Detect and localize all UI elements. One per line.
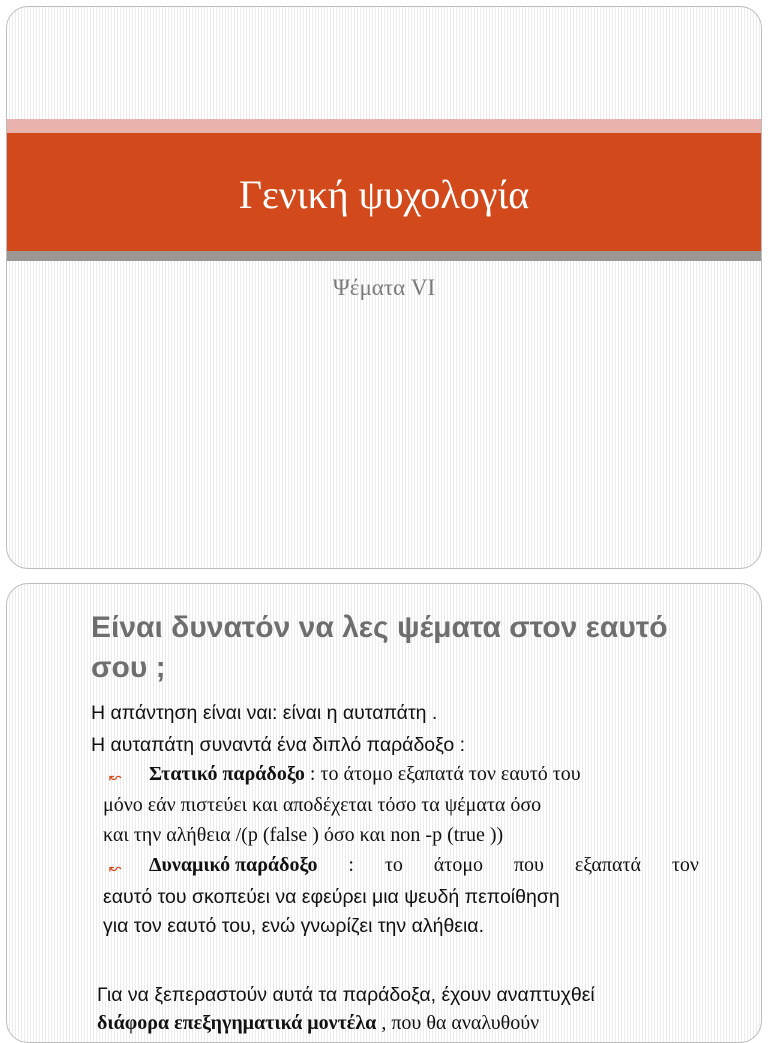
dynamic-paradox-line-2: εαυτό του σκοπεύει να εφεύρει μια ψευδή πεποίθηση — [103, 886, 560, 908]
dynamic-paradox-word: εξαπατά — [574, 854, 641, 876]
dynamic-paradox-term: Δυναμικό παράδοξο — [149, 854, 318, 876]
title-band-top — [7, 119, 761, 133]
content-slide — [6, 583, 762, 1043]
slide-subtitle: Ψέματα VI — [332, 275, 436, 300]
title-band-bottom — [7, 251, 761, 261]
conclusion-line-1: Για να ξεπεραστούν αυτά τα παράδοξα, έχουν αναπτυχθεί — [97, 984, 595, 1006]
dynamic-paradox-line-1 — [149, 854, 699, 877]
content-slide-title: Είναι δυνατόν να λες ψέματα στον εαυτό σου ; — [91, 611, 668, 684]
title-slide — [6, 6, 762, 569]
dynamic-paradox-word: το — [384, 854, 403, 876]
dynamic-paradox-word: : — [348, 854, 354, 876]
static-paradox-line-2: μόνο εάν πιστεύει και αποδέχεται τόσο τα ψέματα όσο — [103, 794, 542, 816]
dynamic-paradox-line-3: για τον εαυτό του, ενώ γνωρίζει την αλήθεια. — [103, 915, 485, 937]
dynamic-paradox-word: τον — [671, 854, 699, 876]
static-paradox-line-3: και την αλήθεια /(p (false ) όσο και non -p (true )) — [103, 824, 504, 846]
static-paradox-term: Στατικό παράδοξο — [149, 763, 305, 785]
paradox-intro-line: Η αυταπάτη συναντά ένα διπλό παράδοξο : — [91, 734, 466, 756]
static-paradox-text-1: : το άτομο εξαπατά τον εαυτό του — [304, 763, 581, 785]
dynamic-paradox-word: που — [513, 854, 544, 876]
title-band — [7, 133, 761, 251]
slide-title: Γενική ψυχολογία — [238, 171, 530, 217]
conclusion-rest: , που θα αναλυθούν — [376, 1012, 540, 1034]
scroll-bullet-icon: ↜ — [109, 859, 122, 877]
scroll-bullet-icon: ↜ — [109, 768, 122, 786]
answer-line: Η απάντηση είναι ναι: είναι η αυταπάτη . — [91, 702, 438, 724]
conclusion-bold-term: διάφορα επεξηγηματικά μοντέλα — [97, 1012, 377, 1034]
dynamic-paradox-word: άτομο — [433, 854, 484, 876]
static-paradox-line-1 — [149, 763, 581, 786]
